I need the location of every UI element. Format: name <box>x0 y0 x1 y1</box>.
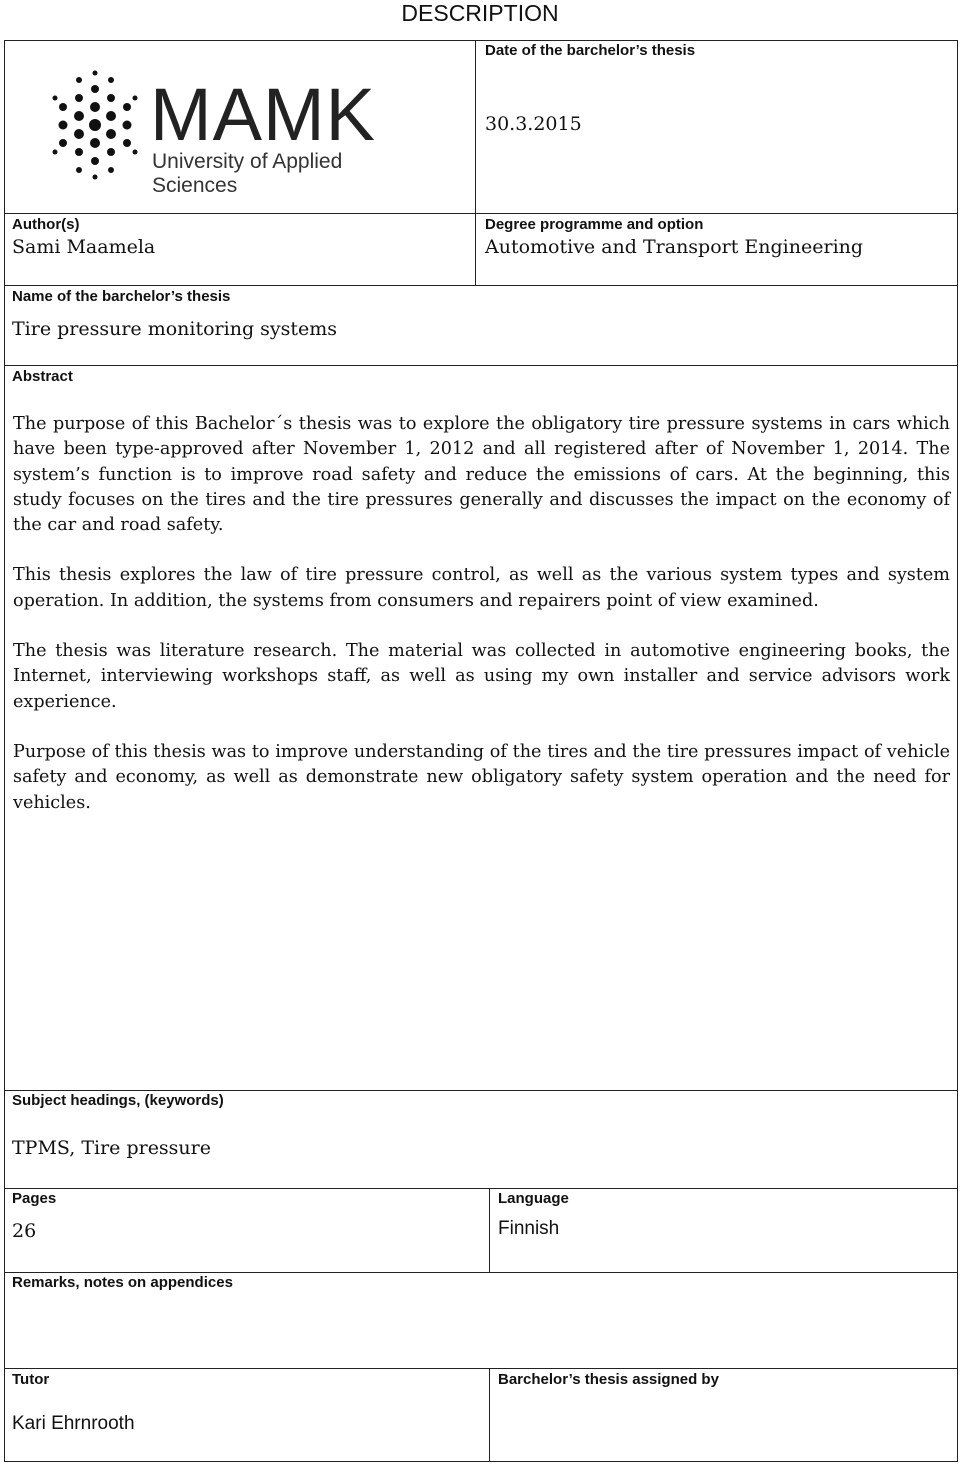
remarks-label: Remarks, notes on appendices <box>12 1274 233 1291</box>
keywords-value: TPMS, Tire pressure <box>12 1137 211 1159</box>
abstract-paragraph: Purpose of this thesis was to improve understanding of the tires and the tire pressures impact of vehicle safety and economy, as well as demonstrate new obligatory safety system operation and the need for vehicles. <box>13 741 950 813</box>
document-title: DESCRIPTION <box>401 0 559 26</box>
pages-divider <box>489 1188 490 1272</box>
abstract-paragraph: This thesis explores the law of tire pressure control, as well as the various system types and system operation. In addition, the systems from consumers and repairers point of view examined. <box>13 565 950 611</box>
keywords-label: Subject headings, (keywords) <box>12 1092 224 1109</box>
abstract-body <box>13 412 950 841</box>
language-label: Language <box>498 1190 569 1207</box>
header-divider <box>475 40 476 286</box>
language-value: Finnish <box>498 1218 560 1239</box>
abstract-paragraph: The purpose of this Bachelor´s thesis was to explore the obligatory tire pressure systems in cars which have been type-approved after November 1, 2012 and all registered after of November 1, 2014. The system’s function is to improve road safety and reduce the emissions of cars. At the beginning, this study focuses on the tires and the tire pressures generally and discusses the impact on the economy of the car and road safety. <box>13 414 950 536</box>
thesis-name-value: Tire pressure monitoring systems <box>12 318 338 340</box>
degree-label: Degree programme and option <box>485 216 704 233</box>
row-divider <box>4 285 958 286</box>
abstract-label: Abstract <box>12 368 73 385</box>
row-divider <box>4 1090 958 1091</box>
logo-wordmark: MAMK <box>150 73 376 156</box>
row-divider <box>4 1272 958 1273</box>
tutor-divider <box>489 1368 490 1462</box>
pages-label: Pages <box>12 1190 57 1207</box>
row-divider <box>4 365 958 366</box>
row-divider <box>4 1368 958 1369</box>
tutor-label: Tutor <box>12 1371 50 1388</box>
author-value: Sami Maamela <box>12 236 156 258</box>
row-divider <box>4 213 958 214</box>
tutor-value: Kari Ehrnrooth <box>12 1413 135 1434</box>
pages-value: 26 <box>12 1220 37 1242</box>
assigned-by-label: Barchelor’s thesis assigned by <box>498 1371 719 1388</box>
logo-subtitle: University of Applied Sciences <box>152 150 343 197</box>
author-label: Author(s) <box>12 216 80 233</box>
date-label: Date of the barchelor’s thesis <box>485 42 696 59</box>
degree-value: Automotive and Transport Engineering <box>485 236 864 258</box>
mamk-logo <box>50 70 430 197</box>
date-value: 30.3.2015 <box>485 113 582 135</box>
thesis-name-label: Name of the barchelor’s thesis <box>12 288 231 305</box>
abstract-paragraph: The thesis was literature research. The material was collected in automotive engineering books, the Internet, interviewing workshops staff, as well as using my own installer and service advisors work experience. <box>13 641 950 712</box>
row-divider <box>4 1188 958 1189</box>
